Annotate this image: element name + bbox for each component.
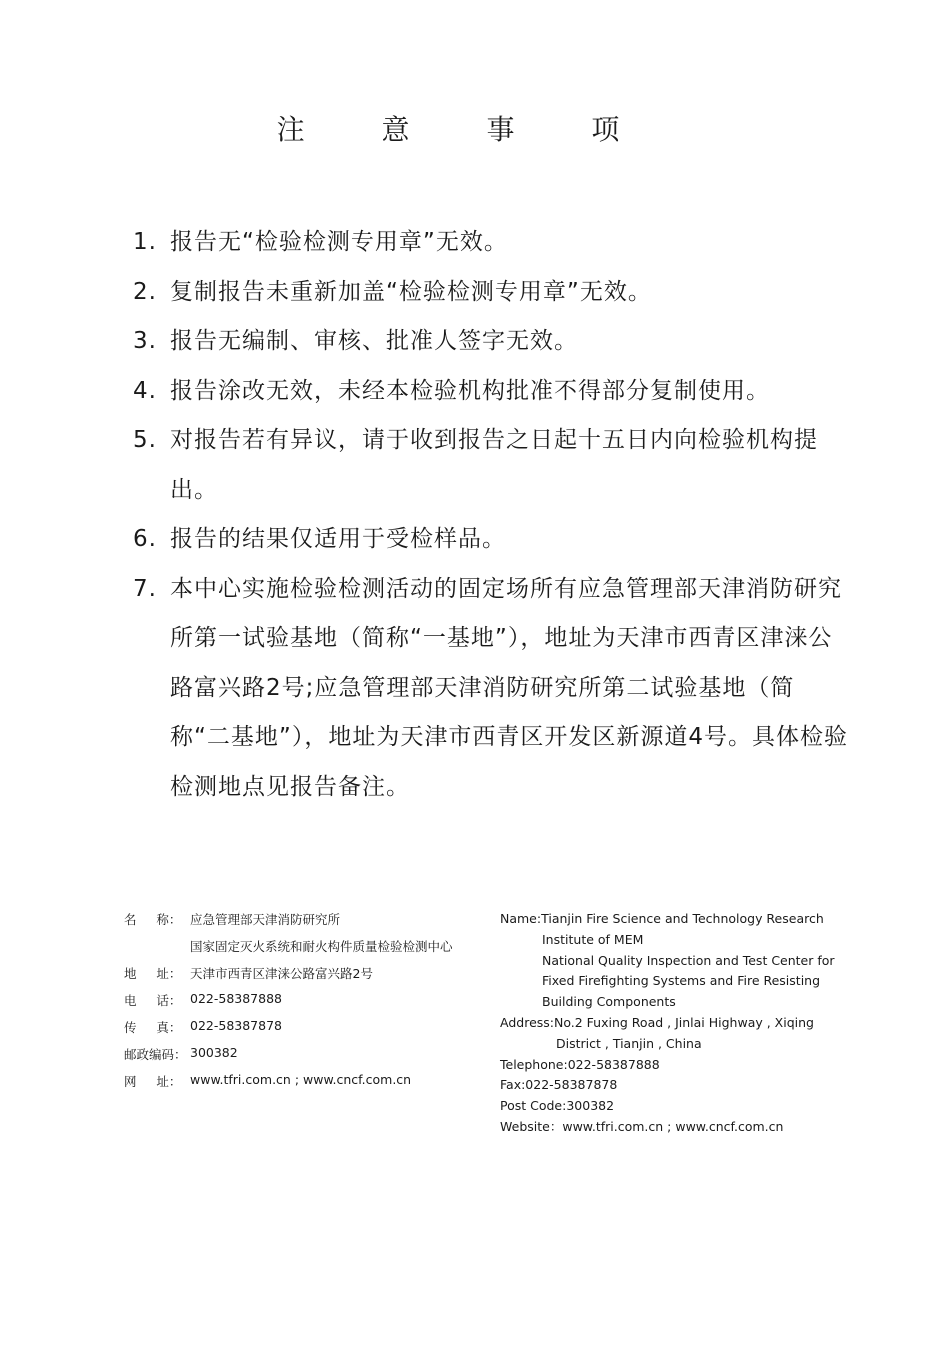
post-value: 300382 <box>190 1045 238 1060</box>
name-label: 名 称： <box>124 912 182 927</box>
contact-tel-row <box>124 991 484 1018</box>
note-number: 3. <box>133 328 157 354</box>
en-name-line: Fixed Firefighting Systems and Fire Resisting <box>542 973 821 989</box>
note-text: 报告无编制、审核、批准人签字无效。 <box>170 328 578 354</box>
tel-label: 电 话： <box>124 993 182 1008</box>
web-value: www.tfri.com.cn ; www.cncf.com.cn <box>190 1072 412 1087</box>
en-fax-line: Fax:022-58387878 <box>500 1077 618 1093</box>
fax-value: 022-58387878 <box>190 1018 282 1033</box>
en-name-line <box>500 909 845 930</box>
page-title: 注 意 事 项 <box>276 113 654 146</box>
en-name-line: Institute of MEM <box>542 931 644 947</box>
address-label: 地 址： <box>124 966 182 981</box>
note-text: 对报告若有异议，请于收到报告之日起十五日内向检验机构提出。 <box>170 427 818 503</box>
note-item <box>133 268 853 318</box>
address-value: 天津市西青区津涞公路富兴路2号 <box>190 966 373 981</box>
fax-label: 传 真： <box>124 1020 182 1035</box>
note-number: 5. <box>133 427 157 453</box>
note-item <box>133 317 853 367</box>
note-text: 本中心实施检验检测活动的固定场所有应急管理部天津消防研究所第一试验基地（简称“一基地”），地址为天津市西青区津涞公路富兴路2号;应急管理部天津消防研究所第二试验基地（简称“二基地”），地址为天津市西青区开发区新源道4号。具体检验检测地点见报告备注。 <box>170 575 848 800</box>
en-name-label: Name: <box>500 911 542 926</box>
en-name-line: Building Components <box>542 994 676 1010</box>
note-item <box>133 565 853 813</box>
contact-web-row <box>124 1072 484 1099</box>
en-address-line: District , Tianjin , China <box>556 1035 702 1051</box>
tel-value: 022-58387888 <box>190 991 282 1006</box>
web-label: 网 址： <box>124 1074 182 1089</box>
note-text: 报告无“检验检测专用章”无效。 <box>170 229 508 255</box>
notes-list <box>133 218 853 812</box>
en-address-line <box>500 1013 845 1034</box>
en-tel-line: Telephone:022-58387888 <box>500 1056 660 1072</box>
note-text: 报告涂改无效，未经本检验机构批准不得部分复制使用。 <box>170 377 770 404</box>
contact-name-row-2 <box>124 937 484 964</box>
en-web-label: Website： <box>500 1118 563 1134</box>
note-item <box>133 515 853 565</box>
contact-info-english <box>500 909 845 1138</box>
note-item <box>133 218 853 268</box>
en-name-line: National Quality Inspection and Test Center for <box>542 952 835 968</box>
post-label: 邮政编码： <box>124 1047 187 1062</box>
en-address-value: No.2 Fuxing Road , Jinlai Highway , Xiqing <box>554 1014 814 1030</box>
name-value-2: 国家固定灭火系统和耐火构件质量检验检测中心 <box>190 939 453 954</box>
name-value: 应急管理部天津消防研究所 <box>190 912 341 927</box>
note-number: 7. <box>133 575 157 602</box>
contact-fax-row <box>124 1018 484 1045</box>
contact-name-row <box>124 910 484 937</box>
note-text: 复制报告未重新加盖“检验检测专用章”无效。 <box>170 278 652 305</box>
note-text: 报告的结果仅适用于受检样品。 <box>170 526 506 552</box>
en-name-value: Tianjin Fire Science and Technology Research <box>541 911 824 926</box>
note-number: 2. <box>133 278 157 305</box>
en-web-value: www.tfri.com.cn ; www.cncf.com.cn <box>562 1118 784 1134</box>
note-number: 6. <box>133 526 157 552</box>
en-address-label: Address: <box>500 1014 554 1030</box>
note-number: 1. <box>133 229 157 255</box>
en-post-line: Post Code:300382 <box>500 1098 615 1114</box>
note-number: 4. <box>133 377 157 404</box>
en-web-line <box>500 1117 845 1138</box>
note-item <box>133 367 853 417</box>
contact-post-row <box>124 1045 484 1072</box>
contact-address-row <box>124 964 484 991</box>
contact-info-chinese <box>124 910 484 1099</box>
note-item <box>133 416 853 515</box>
